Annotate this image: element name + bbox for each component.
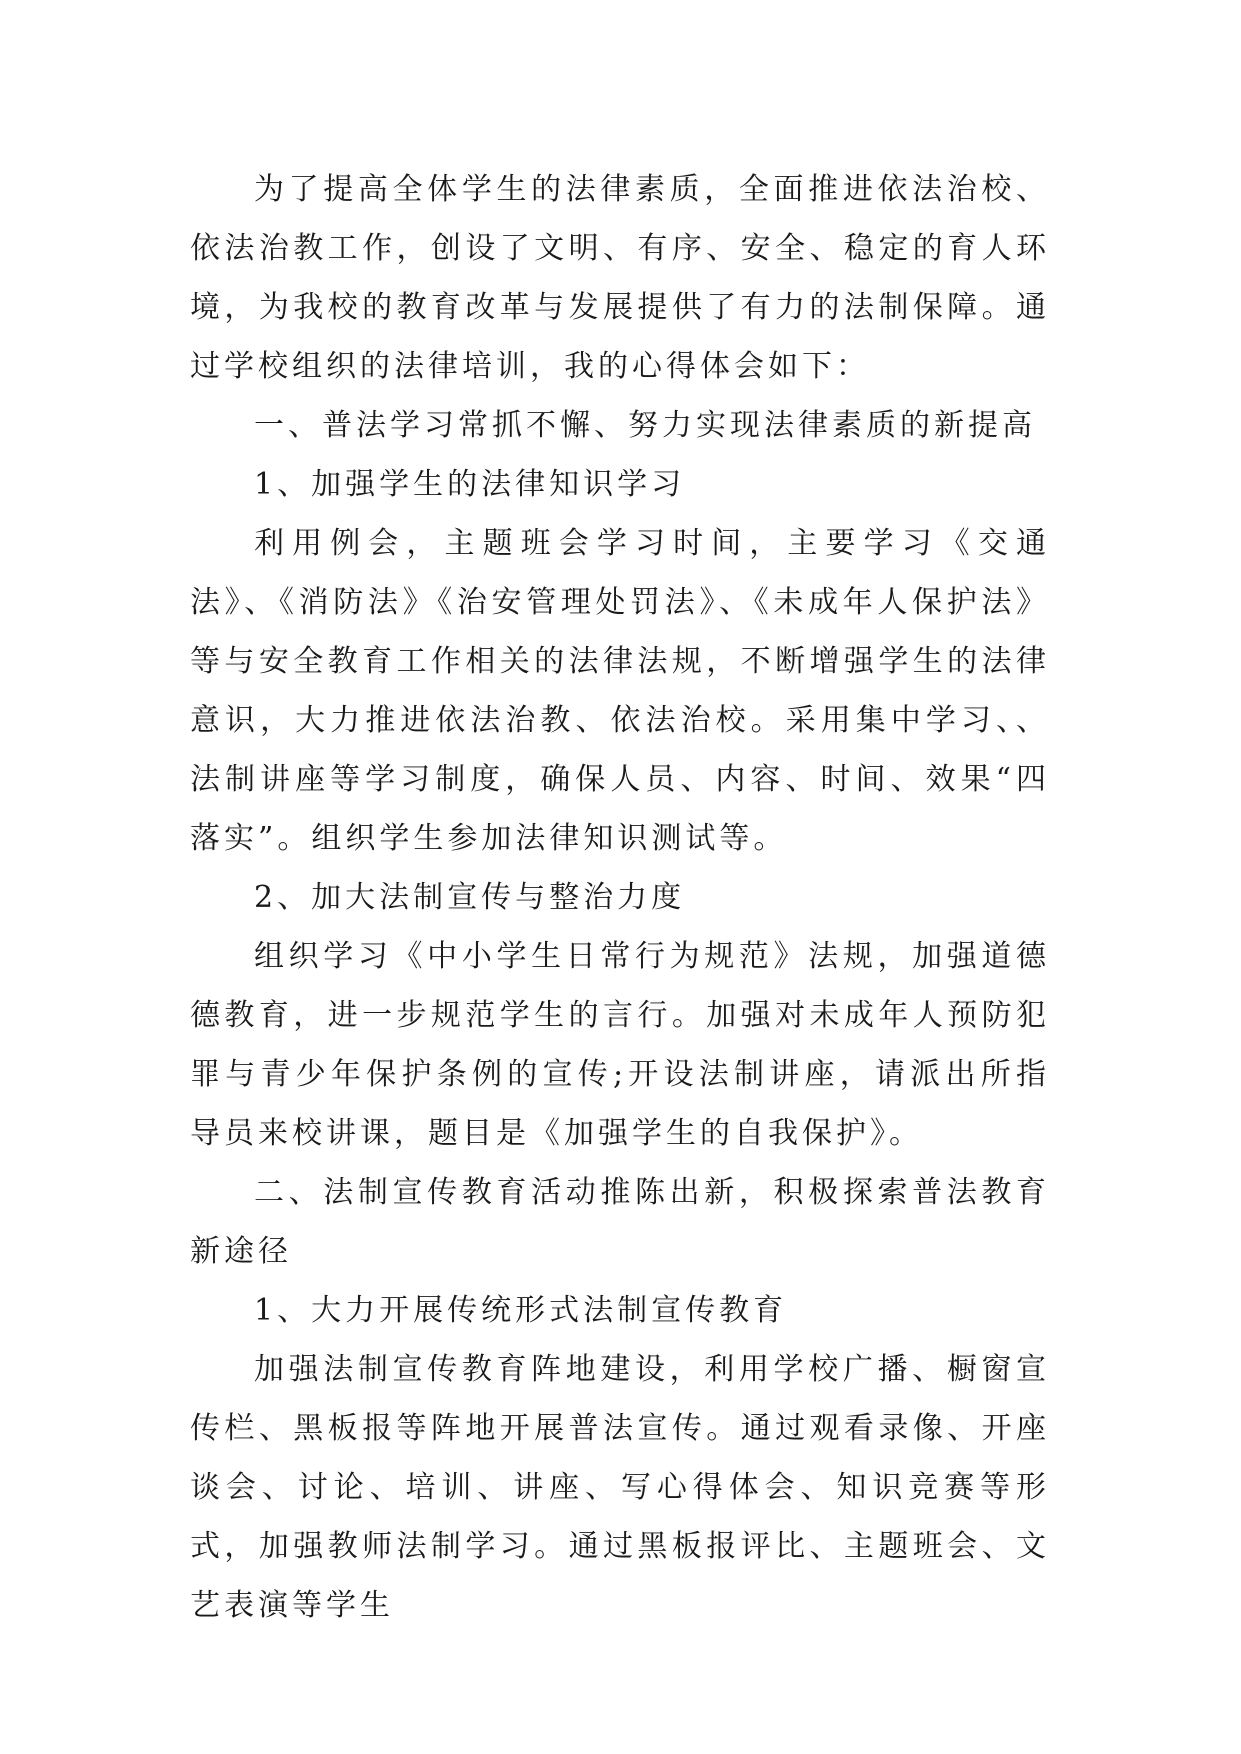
subheading-1-2: 2、加大法制宣传与整治力度 [254,880,686,915]
paragraph-2-1: 加强法制宣传教育阵地建设，利用学校广播、橱窗宣传栏、黑板报等阵地开展普法宣传。通过观看录像、开座谈会、讨论、培训、讲座、写心得体会、知识竞赛等形式，加强教师法制学习。通过黑板报评比、主题班会、文艺表演等学生 [190,1352,1050,1623]
paragraph-intro: 为了提高全体学生的法律素质，全面推进依法治校、依法治教工作，创设了文明、有序、安全、稳定的育人环境，为我校的教育改革与发展提供了有力的法制保障。通过学校组织的法律培训，我的心得体会如下： [190,172,1050,384]
heading-section-1: 一、普法学习常抓不懈、努力实现法律素质的新提高 [254,408,1036,443]
subheading-2-1: 1、大力开展传统形式法制宣传教育 [254,1293,788,1328]
subheading-1-1: 1、加强学生的法律知识学习 [254,467,686,502]
paragraph-1-2: 组织学习《中小学生日常行为规范》法规，加强道德德教育，进一步规范学生的言行。加强对未成年人预防犯罪与青少年保护条例的宣传;开设法制讲座，请派出所指导员来校讲课，题目是《加强学生的自我保护》。 [190,939,1050,1151]
paragraph-1-1: 利用例会，主题班会学习时间，主要学习《交通法》、《消防法》《治安管理处罚法》、《未成年人保护法》等与安全教育工作相关的法律法规，不断增强学生的法律意识，大力推进依法治教、依法治校。采用集中学习、、法制讲座等学习制度，确保人员、内容、时间、效果“四落实”。组织学生参加法律知识测试等。 [190,526,1050,856]
heading-section-2: 二、法制宣传教育活动推陈出新，积极探索普法教育新途径 [190,1175,1050,1269]
document-body [190,160,1050,1635]
